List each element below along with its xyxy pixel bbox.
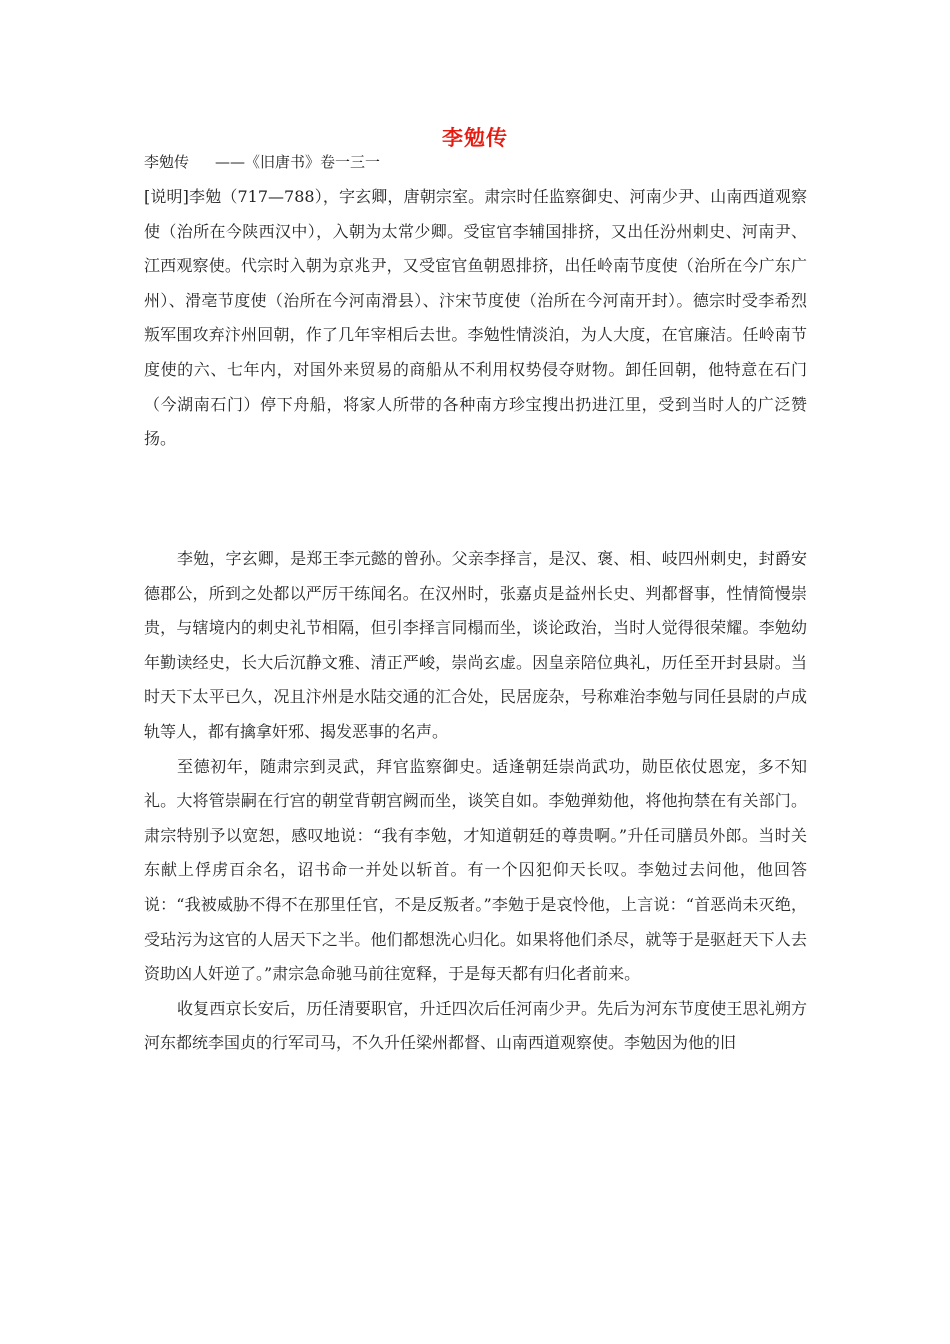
body-text bbox=[144, 542, 807, 1061]
page-title: 李勉传 bbox=[442, 126, 508, 150]
body-paragraph: 至德初年，随肃宗到灵武，拜官监察御史。适逢朝廷崇尚武功，勋臣依仗恩宠，多不知礼。大将管崇嗣在行宫的朝堂背朝宫阙而坐，谈笑自如。李勉弹劾他，将他拘禁在有关部门。肃宗特别予以宽恕，感叹地说：“我有李勉，才知道朝廷的尊贵啊。”升任司膳员外郎。当时关东献上俘虏百余名，诏书命一并处以斩首。有一个囚犯仰天长叹。李勉过去问他，他回答说：“我被威胁不得不在那里任官，不是反叛者。”李勉于是哀怜他，上言说：“首恶尚未灭绝，受玷污为这官的人居天下之半。他们都想洗心归化。如果将他们杀尽，就等于是驱赶天下人去资助凶人奸逆了。”肃宗急命驰马前往宽释，于是每天都有归化者前来。 bbox=[144, 756, 807, 984]
body-paragraph: 收复西京长安后，历任清要职官，升迁四次后任河南少尹。先后为河东节度使王思礼朔方河东都统李国贞的行军司马，不久升任梁州都督、山南西道观察使。李勉因为他的旧 bbox=[144, 998, 807, 1053]
subtitle-name: 李勉传 bbox=[144, 153, 190, 171]
intro-paragraph: [说明]李勉（717—788），字玄卿，唐朝宗室。肃宗时任监察御史、河南少尹、山南西道观察使（治所在今陕西汉中），入朝为太常少卿。受宦官李辅国排挤，又出任汾州刺史、河南尹、江西观察使。代宗时入朝为京兆尹，又受宦官鱼朝恩排挤，出任岭南节度使（治所在今广东广州）、滑亳节度使（治所在今河南滑县）、汴宋节度使（治所在今河南开封）。德宗时受李希烈叛军围攻弃汴州回朝，作了几年宰相后去世。李勉性情淡泊，为人大度，在官廉洁。任岭南节度使的六、七年内，对国外来贸易的商船从不利用权势侵夺财物。卸任回朝，他特意在石门（今湖南石门）停下舟船，将家人所带的各种南方珍宝搜出扔进江里，受到当时人的广泛赞扬。 bbox=[144, 187, 807, 449]
body-paragraph: 李勉，字玄卿，是郑王李元懿的曾孙。父亲李择言，是汉、褒、相、岐四州刺史，封爵安德郡公，所到之处都以严厉干练闻名。在汉州时，张嘉贞是益州长史、判都督事，性情简慢崇贵，与辖境内的刺史礼节相隔，但引李择言同榻而坐，谈论政治，当时人觉得很荣耀。李勉幼年勤读经史，长大后沉静文雅、清正严峻，崇尚玄虚。因皇亲陪位典礼，历任至开封县尉。当时天下太平已久，况且汴州是水陆交通的汇合处，民居庞杂，号称难治李勉与同任县尉的卢成轨等人，都有擒拿奸邪、揭发恶事的名声。 bbox=[144, 549, 807, 741]
intro-block bbox=[144, 180, 807, 457]
subtitle-source: ——《旧唐书》卷一三一 bbox=[215, 153, 381, 171]
subtitle bbox=[144, 152, 380, 172]
